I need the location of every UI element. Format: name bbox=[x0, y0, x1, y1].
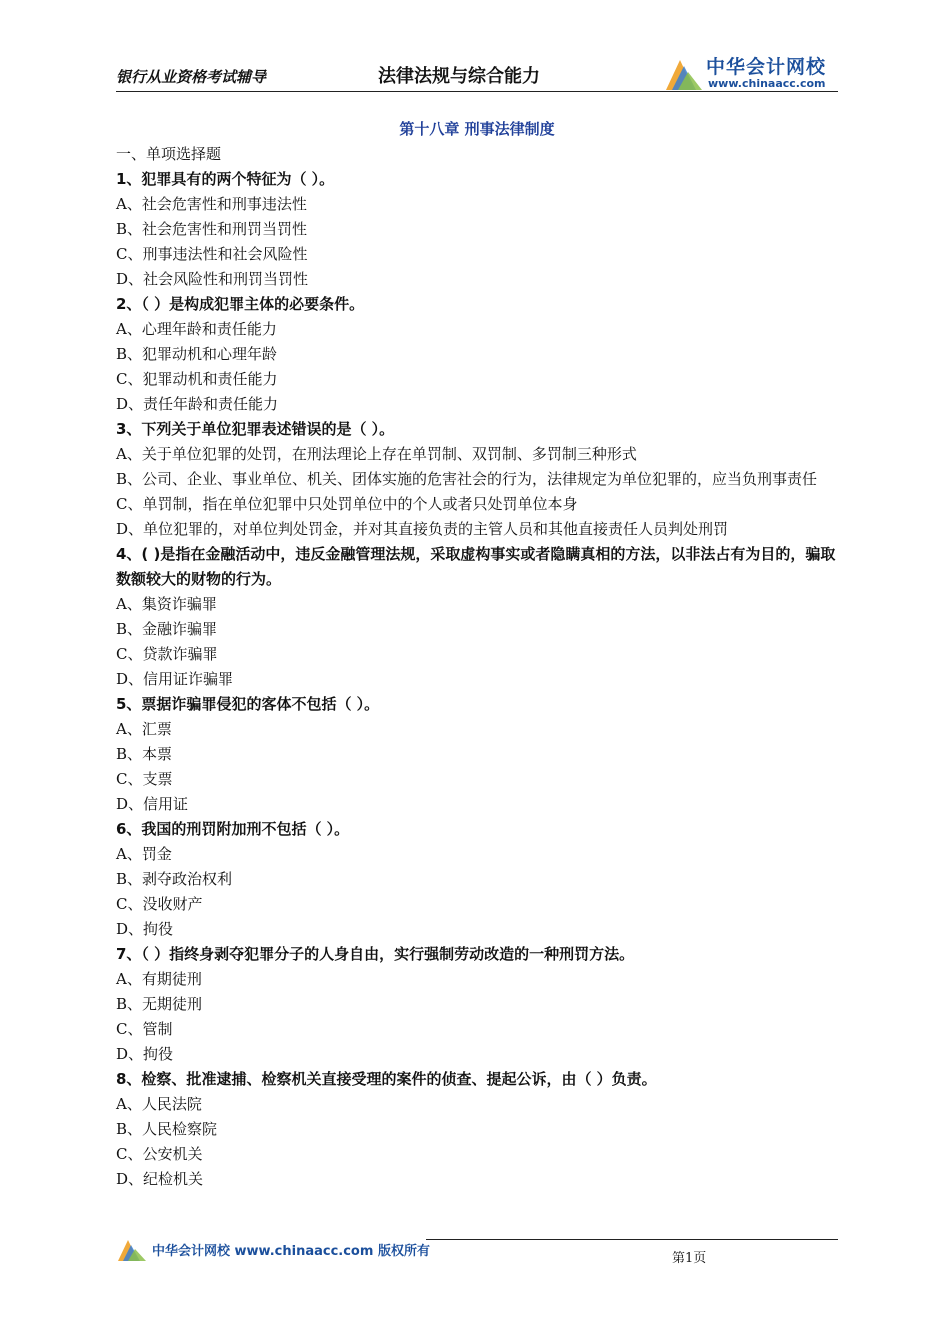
question-7-option-d: D、拘役 bbox=[116, 1045, 174, 1063]
question-5: 5、票据诈骗罪侵犯的客体不包括（ ）。 bbox=[116, 695, 380, 713]
question-8-option-d: D、纪检机关 bbox=[116, 1170, 204, 1188]
header-divider bbox=[116, 91, 838, 92]
question-7-option-c: C、管制 bbox=[116, 1020, 173, 1038]
question-list bbox=[116, 167, 838, 1192]
footer-divider bbox=[426, 1239, 838, 1240]
question-3-option-c: C、单罚制，指在单位犯罪中只处罚单位中的个人或者只处罚单位本身 bbox=[116, 495, 578, 513]
question-1: 1、犯罪具有的两个特征为（ ）。 bbox=[116, 170, 335, 188]
brand-logo bbox=[662, 52, 838, 92]
logo-triangle-icon bbox=[662, 52, 706, 92]
chapter-title: 第十八章 刑事法律制度 bbox=[399, 120, 555, 138]
question-8-option-a: A、人民法院 bbox=[116, 1095, 202, 1113]
question-2-option-c: C、犯罪动机和责任能力 bbox=[116, 370, 278, 388]
question-3-option-d: D、单位犯罪的，对单位判处罚金，并对其直接负责的主管人员和其他直接责任人员判处刑罚 bbox=[116, 520, 729, 538]
question-2-option-a: A、心理年龄和责任能力 bbox=[116, 320, 277, 338]
question-1-option-d: D、社会风险性和刑罚当罚性 bbox=[116, 270, 309, 288]
question-4-option-d: D、信用证诈骗罪 bbox=[116, 670, 234, 688]
question-5-option-b: B、本票 bbox=[116, 745, 173, 763]
question-3-option-b: B、公司、企业、事业单位、机关、团体实施的危害社会的行为，法律规定为单位犯罪的，应当负刑事责任 bbox=[116, 470, 818, 488]
question-4-option-c: C、贷款诈骗罪 bbox=[116, 645, 218, 663]
question-1-option-a: A、社会危害性和刑事违法性 bbox=[116, 195, 307, 213]
header-subject: 法律法规与综合能力 bbox=[378, 66, 540, 87]
question-3-option-a: A、关于单位犯罪的处罚，在刑法理论上存在单罚制、双罚制、多罚制三种形式 bbox=[116, 445, 637, 463]
question-8-option-b: B、人民检察院 bbox=[116, 1120, 218, 1138]
question-6-option-c: C、没收财产 bbox=[116, 895, 203, 913]
question-6: 6、我国的刑罚附加刑不包括（ ）。 bbox=[116, 820, 350, 838]
question-4-option-a: A、集资诈骗罪 bbox=[116, 595, 217, 613]
page-header bbox=[116, 52, 838, 92]
question-1-option-b: B、社会危害性和刑罚当罚性 bbox=[116, 220, 308, 238]
page-footer bbox=[116, 1236, 838, 1266]
question-2: 2、（ ）是构成犯罪主体的必要条件。 bbox=[116, 295, 365, 313]
question-5-option-a: A、汇票 bbox=[116, 720, 172, 738]
question-4-option-b: B、金融诈骗罪 bbox=[116, 620, 218, 638]
footer-copyright: 中华会计网校 www.chinaacc.com 版权所有 bbox=[152, 1244, 430, 1259]
document-body bbox=[116, 116, 838, 1192]
question-6-option-a: A、罚金 bbox=[116, 845, 172, 863]
section-heading: 一、单项选择题 bbox=[116, 145, 222, 163]
question-6-option-d: D、拘役 bbox=[116, 920, 174, 938]
question-3: 3、下列关于单位犯罪表述错误的是（ ）。 bbox=[116, 420, 395, 438]
page-number: 第1页 bbox=[672, 1251, 707, 1266]
question-5-option-d: D、信用证 bbox=[116, 795, 189, 813]
question-8: 8、检察、批准逮捕、检察机关直接受理的案件的侦查、提起公诉，由（ ）负责。 bbox=[116, 1070, 657, 1088]
logo-name: 中华会计网校 bbox=[706, 56, 827, 78]
logo-url: www.chinaacc.com bbox=[708, 77, 826, 90]
question-6-option-b: B、剥夺政治权利 bbox=[116, 870, 233, 888]
header-left-title: 银行从业资格考试辅导 bbox=[116, 68, 267, 86]
question-8-option-c: C、公安机关 bbox=[116, 1145, 203, 1163]
question-2-option-d: D、责任年龄和责任能力 bbox=[116, 395, 279, 413]
question-7-option-a: A、有期徒刑 bbox=[116, 970, 202, 988]
footer-logo-icon bbox=[116, 1236, 148, 1262]
question-7-option-b: B、无期徒刑 bbox=[116, 995, 203, 1013]
question-7: 7、（ ）指终身剥夺犯罪分子的人身自由，实行强制劳动改造的一种刑罚方法。 bbox=[116, 945, 635, 963]
question-4: 4、( )是指在金融活动中，违反金融管理法规，采取虚构事实或者隐瞒真相的方法，以非法占有为目的，骗取数额较大的财物的行为。 bbox=[116, 545, 836, 588]
question-2-option-b: B、犯罪动机和心理年龄 bbox=[116, 345, 278, 363]
question-1-option-c: C、刑事违法性和社会风险性 bbox=[116, 245, 308, 263]
question-5-option-c: C、支票 bbox=[116, 770, 173, 788]
